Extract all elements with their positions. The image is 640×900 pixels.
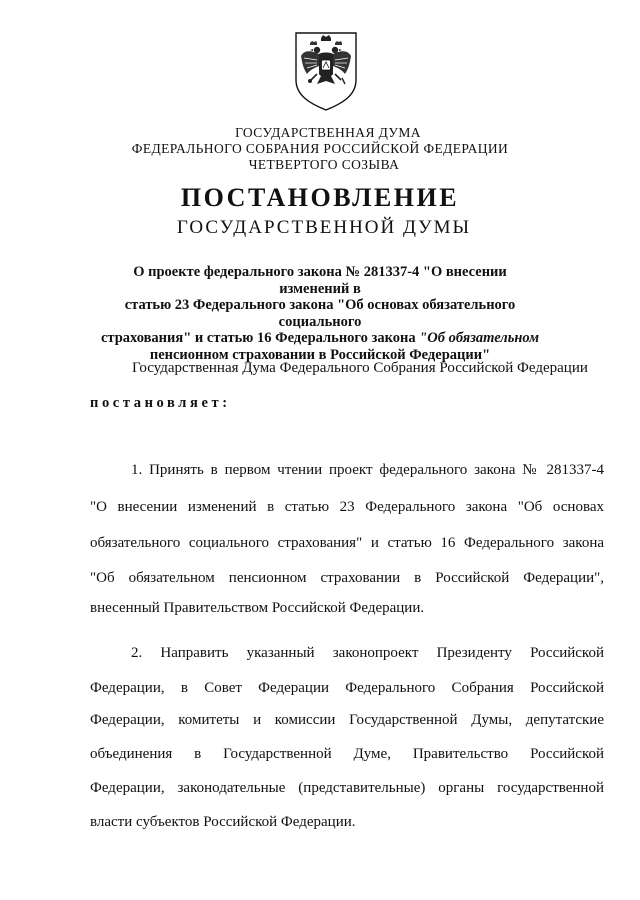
subject-line (100, 330, 540, 347)
item-2-line: власти субъектов Российской Федерации. (90, 814, 356, 830)
subject-line: О проекте федерального закона № 281337-4 "О внесении изменений в (133, 264, 507, 297)
item-1-line: "О внесении изменений в статью 23 Федерального закона "Об основах (90, 499, 604, 515)
document-subtitle: ГОСУДАРСТВЕННОЙ ДУМЫ (176, 217, 472, 238)
subject-line-part: страхования" и статью 16 Федерального закона (100, 330, 420, 346)
item-2-line: Федерации, комитеты и комиссии Государственной Думы, депутатские (90, 712, 604, 728)
item-1-line: 1. Принять в первом чтении проект федерального закона № 281337-4 (131, 462, 604, 478)
coat-of-arms-icon (293, 30, 359, 112)
item-2-line: Федерации, законодательные (представительные) органы государственной (90, 780, 604, 796)
item-2-line: объединения в Государственной Думе, Правительство Российской (90, 746, 604, 762)
subject-line: пенсионном страховании в Российской Федерации" (149, 346, 491, 363)
org-line-convocation: ЧЕТВЕРТОГО СОЗЫВА (248, 157, 400, 172)
org-line-federal-assembly: ФЕДЕРАЛЬНОГО СОБРАНИЯ РОССИЙСКОЙ ФЕДЕРАЦИИ (131, 141, 509, 156)
item-1-line: "Об обязательном пенсионном страховании в Российской Федерации", (90, 570, 604, 586)
item-2-line: 2. Направить указанный законопроект Президенту Российской (131, 645, 604, 661)
item-1-line: внесенный Правительством Российской Федерации. (90, 600, 425, 616)
resolution-subject (100, 264, 540, 363)
document-title: ПОСТАНОВЛЕНИЕ (180, 183, 460, 212)
preamble: Государственная Дума Федерального Собрания Российской Федерации (132, 360, 588, 376)
item-1-line: обязательного социального страхования" и статью 16 Федерального закона (90, 535, 604, 551)
subject-line-part-italic: "Об обязательном (419, 330, 540, 346)
subject-line: статью 23 Федерального закона "Об основах обязательного социального (124, 297, 516, 330)
item-2-line: Федерации, в Совет Федерации Федерального Собрания Российской (90, 680, 604, 696)
org-line-duma: ГОСУДАРСТВЕННАЯ ДУМА (235, 125, 421, 140)
resolves-word: постановляет: (90, 395, 231, 411)
